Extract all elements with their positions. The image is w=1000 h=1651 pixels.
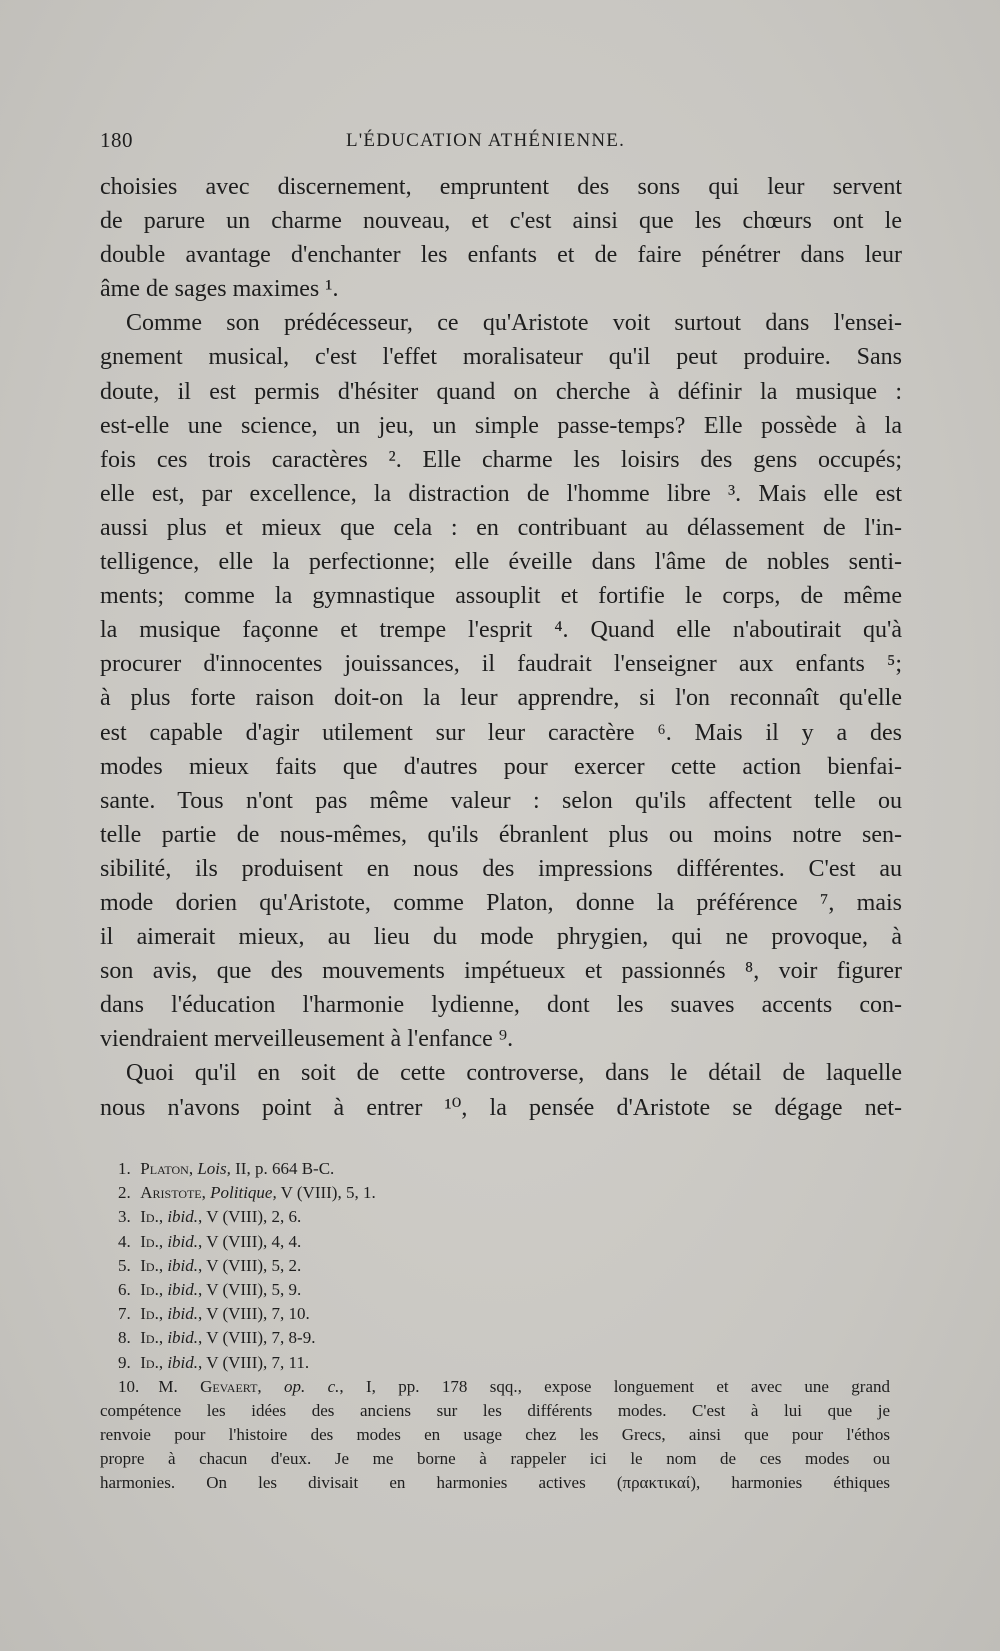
footnote-number: 1. xyxy=(118,1159,131,1178)
body-line: choisies avec discernement, empruntent des sons qui leur servent xyxy=(100,174,902,200)
body-line: gnement musical, c'est l'effet moralisateur qu'il peut produire. Sans xyxy=(100,344,902,371)
footnote-author: Id. xyxy=(140,1328,159,1348)
footnote-separator: , xyxy=(158,1279,168,1299)
body-line: il aimerait mieux, au lieu du mode phrygien, qui ne provoque, à xyxy=(100,924,902,951)
footnote-prefix: M. xyxy=(136,1376,201,1396)
footnote-number: 7. xyxy=(118,1304,131,1324)
footnote-separator: , xyxy=(257,1376,285,1396)
footnote xyxy=(100,1230,890,1254)
footnote-author: Id. xyxy=(140,1352,159,1372)
footnote-number: 4. xyxy=(118,1231,131,1251)
body-line: sibilité, ils produisent en nous des impressions différentes. C'est au xyxy=(100,855,902,882)
body-line: viendraient merveilleusement à l'enfance ⁹. xyxy=(100,1026,514,1053)
footnote xyxy=(100,1157,890,1181)
body-line: son avis, que des mouvements impétueux et passionnés ⁸, voir figurer xyxy=(100,958,902,985)
body-line: aussi plus et mieux que cela : en contribuant au délassement de l'in- xyxy=(100,514,902,541)
body-line: telle partie de nous-mêmes, qu'ils ébranlent plus ou moins notre sen- xyxy=(100,821,902,848)
footnote-work: Politique, xyxy=(210,1183,277,1203)
body-line: mode dorien qu'Aristote, comme Platon, donne la préférence ⁷, mais xyxy=(100,889,902,916)
footnote xyxy=(100,1326,890,1350)
body-line: nous n'avons point à entrer ¹⁰, la pensée d'Aristote se dégage net- xyxy=(100,1094,902,1121)
footnote-separator: , xyxy=(158,1304,168,1324)
footnote xyxy=(100,1278,890,1302)
footnote-10-line: propre à chacun d'eux. Je me borne à rappeler ici le nom de ces modes ou xyxy=(100,1449,890,1469)
body-line: dans l'éducation l'harmonie lydienne, dont les suaves accents con- xyxy=(100,992,902,1019)
body-line: de parure un charme nouveau, et c'est ainsi que les chœurs ont le xyxy=(100,208,902,235)
footnote-reference: , V (VIII), 7, 10. xyxy=(198,1304,310,1324)
footnote-number: 10. xyxy=(118,1376,140,1396)
body-line: ments; comme la gymnastique assouplit et fortifie le corps, de même xyxy=(100,583,902,610)
footnote-reference: , I, pp. 178 sqq., expose longuement et avec une grand xyxy=(339,1376,891,1396)
body-line: la musique façonne et trempe l'esprit ⁴. Quand elle n'aboutirait qu'à xyxy=(100,617,902,644)
footnote xyxy=(100,1302,890,1326)
footnote-author: Id. xyxy=(140,1255,159,1275)
body-line: à plus forte raison doit-on la leur apprendre, si l'on reconnaît qu'elle xyxy=(100,685,902,712)
footnote-reference: , V (VIII), 2, 6. xyxy=(198,1207,302,1227)
body-line: telligence, elle la perfectionne; elle éveille dans l'âme de nobles senti- xyxy=(100,549,902,576)
body-line: doute, il est permis d'hésiter quand on cherche à définir la musique : xyxy=(100,378,902,405)
footnote-10-line: renvoie pour l'histoire des modes en usage chez les Grecs, ainsi que pour l'éthos xyxy=(100,1425,890,1445)
body-line: âme de sages maximes ¹. xyxy=(100,276,339,303)
body-line: fois ces trois caractères ². Elle charme les loisirs des gens occupés; xyxy=(100,446,902,473)
footnote-work: ibid. xyxy=(167,1352,199,1372)
footnote-separator: , xyxy=(158,1352,168,1372)
footnote-work: ibid. xyxy=(167,1231,199,1251)
footnote-author: Aristote xyxy=(140,1183,202,1203)
body-line: sante. Tous n'ont pas même valeur : selon qu'ils affectent telle ou xyxy=(100,787,902,814)
footnote-number: 6. xyxy=(118,1279,131,1299)
body-line: est-elle une science, un jeu, un simple passe-temps? Elle possède à la xyxy=(100,412,902,439)
footnote xyxy=(100,1205,890,1229)
footnote-work: ibid. xyxy=(167,1328,199,1348)
body-line: Quoi qu'il en soit de cette controverse, dans le détail de laquelle xyxy=(126,1060,902,1087)
body-text xyxy=(100,170,902,1125)
footnote-number: 9. xyxy=(118,1352,131,1372)
footnote-work: op. c. xyxy=(284,1376,340,1396)
page-number: 180 xyxy=(100,128,133,152)
footnote xyxy=(100,1351,890,1375)
footnote-reference: V (VIII), 5, 1. xyxy=(276,1183,376,1203)
footnote-author: Id. xyxy=(140,1304,159,1324)
footnote-10-line: compétence les idées des anciens sur les différents modes. C'est à lui que je xyxy=(100,1400,890,1420)
body-line: procurer d'innocentes jouissances, il faudrait l'enseigner aux enfants ⁵; xyxy=(100,651,902,678)
footnote-reference: , V (VIII), 7, 8-9. xyxy=(198,1328,316,1348)
footnote-work: ibid. xyxy=(167,1304,199,1324)
footnote-author: Platon xyxy=(140,1159,189,1178)
body-line: elle est, par excellence, la distraction de l'homme libre ³. Mais elle est xyxy=(100,480,902,507)
body-line: double avantage d'enchanter les enfants et de faire pénétrer dans leur xyxy=(100,242,902,269)
footnote-author: Id. xyxy=(140,1207,159,1227)
footnote-10 xyxy=(100,1375,890,1399)
footnote-reference: , V (VIII), 7, 11. xyxy=(198,1352,310,1372)
footnote-work: Lois, xyxy=(197,1159,231,1178)
footnote-separator: , xyxy=(158,1255,168,1275)
body-line: Comme son prédécesseur, ce qu'Aristote voit surtout dans l'ensei- xyxy=(126,310,902,337)
page-header xyxy=(100,128,668,154)
footnote-author: Gevaert xyxy=(200,1376,258,1396)
footnote-reference: , V (VIII), 5, 9. xyxy=(198,1279,302,1299)
footnote-author: Id. xyxy=(140,1279,159,1299)
footnote-work: ibid. xyxy=(167,1207,199,1227)
footnote-number: 3. xyxy=(118,1207,131,1227)
footnote-reference: , V (VIII), 4, 4. xyxy=(198,1231,302,1251)
body-line: modes mieux faits que d'autres pour exercer cette action bienfai- xyxy=(100,753,902,780)
footnote xyxy=(100,1181,890,1205)
footnote-separator: , xyxy=(158,1207,168,1227)
footnote-reference: , V (VIII), 5, 2. xyxy=(198,1255,302,1275)
footnote-work: ibid. xyxy=(167,1255,199,1275)
footnote-number: 2. xyxy=(118,1183,131,1203)
body-line: est capable d'agir utilement sur leur caractère ⁶. Mais il y a des xyxy=(100,719,902,746)
footnote-separator: , xyxy=(158,1231,168,1251)
footnote-separator: , xyxy=(188,1159,198,1178)
footnote-number: 8. xyxy=(118,1328,131,1348)
footnote-author: Id. xyxy=(140,1231,159,1251)
footnote-work: ibid. xyxy=(167,1279,199,1299)
footnote-number: 5. xyxy=(118,1255,131,1275)
running-title: L'ÉDUCATION ATHÉNIENNE. xyxy=(346,130,626,151)
footnote xyxy=(100,1254,890,1278)
footnote-reference: II, p. 664 B-C. xyxy=(230,1159,335,1178)
footnote-separator: , xyxy=(158,1328,168,1348)
footnote-10-line: harmonies. On les divisait en harmonies actives (πρακτικαί), harmonies éthiques xyxy=(100,1473,890,1493)
footnote-separator: , xyxy=(201,1183,211,1203)
footnotes xyxy=(100,1157,890,1496)
